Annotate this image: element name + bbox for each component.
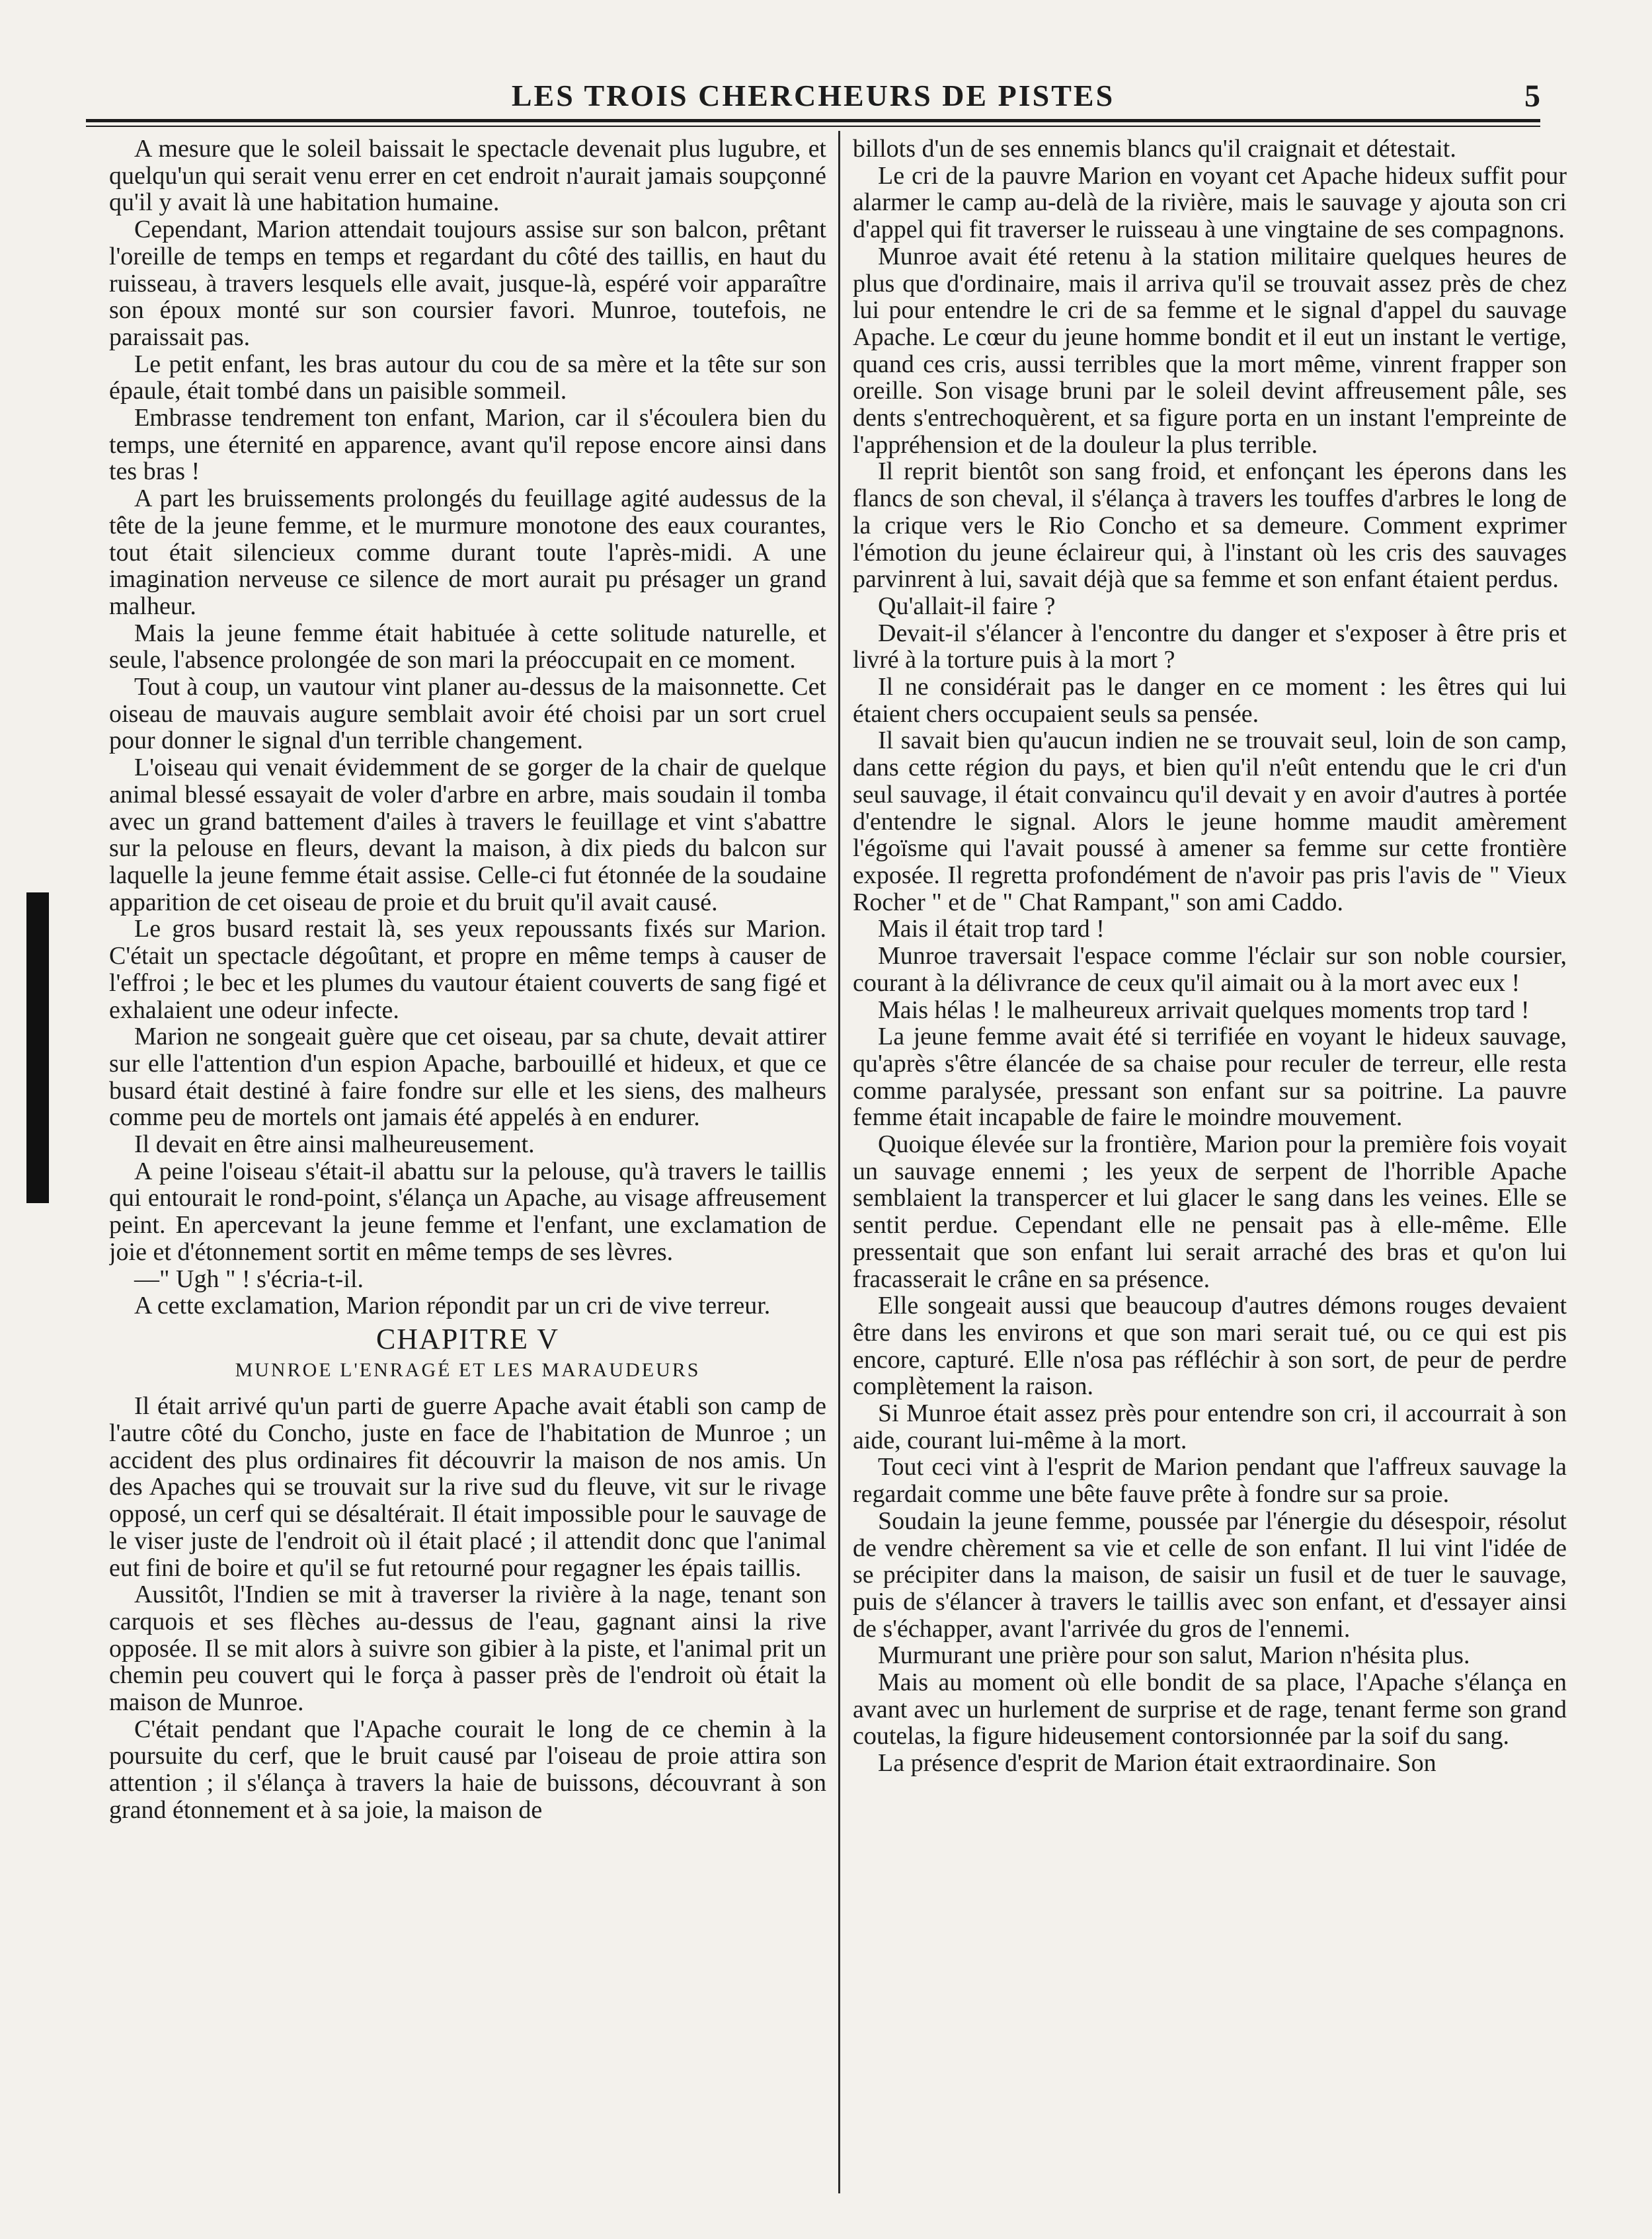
column-divider: [838, 131, 840, 2193]
paragraph: A peine l'oiseau s'était-il abattu sur la pelouse, qu'à travers le taillis qui entourait le rond-point, s'élança un Apache, au visage affreusement peint. En apercevant la jeune femme et l'enfant, une exclamation de joie et d'étonnement sortit en même temps de ses lèvres.: [109, 1157, 826, 1266]
paragraph: A mesure que le soleil baissait le spectacle devenait plus lugubre, et quelqu'un qui serait venu errer en cet endroit n'aurait jamais soupçonné qu'il y avait là une habitation humaine.: [109, 136, 826, 217]
paragraph: Mais la jeune femme était habituée à cette solitude naturelle, et seule, l'absence prolongée de son mari la préoccupait en ce moment.: [109, 619, 826, 674]
page-number: 5: [1524, 79, 1540, 114]
page-header: [86, 78, 1540, 124]
paragraph: Qu'allait-il faire ?: [878, 592, 1056, 620]
paragraph: A cette exclamation, Marion répondit par un cri de vive terreur.: [134, 1292, 771, 1320]
paragraph: La présence d'esprit de Marion était extraordinaire. Son: [878, 1749, 1436, 1778]
paragraph: Il devait en être ainsi malheureusement.: [134, 1130, 535, 1159]
chapter-title: CHAPITRE V: [375, 1322, 560, 1355]
paragraph: Murmurant une prière pour son salut, Marion n'hésita plus.: [878, 1641, 1470, 1670]
running-title: LES TROIS CHERCHEURS DE PISTES: [511, 79, 1115, 112]
paragraph: Le petit enfant, les bras autour du cou de sa mère et la tête sur son épaule, était tombé dans un paisible sommeil.: [109, 350, 826, 405]
paragraph: Aussitôt, l'Indien se mit à traverser la rivière à la nage, tenant son carquois et ses flèches au-dessus de l'eau, gagnant ainsi la rive opposée. Il se mit alors à suivre son gibier à la piste, et l'animal prit un chemin peu couvert qui le força à passer près de l'endroit où était la maison de Munroe.: [109, 1581, 826, 1717]
paragraph: Munroe avait été retenu à la station militaire quelques heures de plus que d'ordinaire, mais il arriva qu'il se trouvait assez près de chez lui pour entendre le cri de sa femme et le signal d'appel du sauvage Apache. Le cœur du jeune homme bondit et il eut un instant le vertige, quand ces cris, aussi terribles que la mort même, vinrent frapper son oreille. Son visage bruni par le soleil devint affreusement pâle, ses dents s'entrechoquèrent, et sa figure porta en un instant l'empreinte de l'appréhension et de la douleur la plus terrible.: [853, 242, 1567, 459]
paragraph: —" Ugh " ! s'écria-t-il.: [134, 1265, 364, 1293]
chapter-subtitle: MUNROE L'ENRAGÉ ET LES MARAUDEURS: [235, 1358, 701, 1381]
paragraph: Si Munroe était assez près pour entendre son cri, il accourrait à son aide, courant lui-même à la mort.: [853, 1399, 1567, 1454]
paragraph: Le cri de la pauvre Marion en voyant cet Apache hideux suffit pour alarmer le camp au-delà de la rivière, mais le sauvage y ajouta son cri d'appel qui fit traverser le ruisseau à une vingtaine de ses compagnons.: [853, 161, 1567, 244]
paragraph: L'oiseau qui venait évidemment de se gorger de la chair de quelque animal blessé essayait de voler d'arbre en arbre, mais soudain il tomba avec un grand battement d'ailes à travers le feuillage et vint s'abattre sur la pelouse en fleurs, devant la maison, à dix pieds du balcon sur laquelle la jeune femme était assise. Celle-ci fut étonnée de la soudaine apparition de cet oiseau de proie et du bruit qu'il avait causé.: [109, 754, 826, 916]
paragraph: La jeune femme avait été si terrifiée en voyant le hideux sauvage, qu'après s'être élancée de sa chaise pour reculer de terreur, elle resta comme paralysée, pressant son enfant sur sa poitrine. La pauvre femme était incapable de faire le moindre mouvement.: [853, 1023, 1567, 1132]
paragraph: Mais il était trop tard !: [878, 915, 1105, 943]
paragraph: billots d'un de ses ennemis blancs qu'il craignait et détestait.: [853, 136, 1456, 163]
paragraph: Mais au moment où elle bondit de sa place, l'Apache s'élança en avant avec un hurlement de surprise et de rage, tenant ferme son grand coutelas, la figure hideusement contorsionnée par la soif du sang.: [853, 1669, 1567, 1750]
right-column: [853, 136, 1567, 2191]
paragraph: Quoique élevée sur la frontière, Marion pour la première fois voyait un sauvage ennemi ; les yeux de serpent de l'horrible Apache semblaient la transpercer et lui glacer le sang dans les veines. Elle se sentit perdue. Cependant elle ne pensait pas à elle-même. Elle pressentait que son enfant lui serait arraché des bras et qu'on lui fracasserait le crâne en sa présence.: [853, 1130, 1567, 1293]
paragraph: Marion ne songeait guère que cet oiseau, par sa chute, devait attirer sur elle l'attention d'un espion Apache, barbouillé et hideux, et que ce busard était destiné à faire fondre sur elle et les siens, des malheurs comme peu de mortels ont jamais été appelés à en endurer.: [109, 1023, 826, 1132]
paragraph: Il reprit bientôt son sang froid, et enfonçant les éperons dans les flancs de son cheval, il s'élança à travers les touffes d'arbres le long de la crique vers le Rio Concho et sa demeure. Comment exprimer l'émotion du jeune éclaireur qui, à l'instant où les cris des sauvages parvinrent à lui, savait déjà que sa femme et son enfant étaient perdus.: [853, 457, 1567, 594]
left-column: [109, 136, 826, 2191]
paragraph: Il ne considérait pas le danger en ce moment : les êtres qui lui étaient chers occupaient seuls sa pensée.: [853, 673, 1567, 728]
paragraph: Tout ceci vint à l'esprit de Marion pendant que l'affreux sauvage la regardait comme une bête fauve prête à fondre sur sa proie.: [853, 1453, 1567, 1509]
paragraph: Il savait bien qu'aucun indien ne se trouvait seul, loin de son camp, dans cette région du pays, et bien qu'il n'eût entendu que le cri d'un seul sauvage, il était convaincu qu'il devait y en avoir d'autres à portée d'entendre le signal. Alors le jeune homme maudit amèrement l'égoïsme qui l'avait poussé à amener sa femme sur cette frontière exposée. Il regretta profondément de n'avoir pas pris l'avis de " Vieux Rocher " et de " Chat Rampant," son ami Caddo.: [853, 727, 1567, 916]
paragraph: Munroe traversait l'espace comme l'éclair sur son noble coursier, courant à la délivrance de ceux qu'il aimait ou à la mort avec eux !: [853, 942, 1567, 997]
header-rule: [86, 119, 1540, 122]
binding-mark: [26, 892, 49, 1203]
paragraph: Tout à coup, un vautour vint planer au-dessus de la maisonnette. Cet oiseau de mauvais augure semblait avoir été choisi par un sort cruel pour donner le signal d'un terrible changement.: [109, 673, 826, 755]
paragraph: Il était arrivé qu'un parti de guerre Apache avait établi son camp de l'autre côté du Concho, juste en face de l'habitation de Munroe ; un accident des plus ordinaires fit découvrir la maison de nos amis. Un des Apaches qui se trouvait sur la rive sud du fleuve, vit sur le rivage opposé, un cerf qui se désaltérait. Il était impossible pour le sauvage de le viser juste de l'endroit où il était placé ; il attendit donc que l'animal eut fini de boire et qu'il se fut retourné pour regagner les épais taillis.: [109, 1392, 826, 1582]
paragraph: Soudain la jeune femme, poussée par l'énergie du désespoir, résolut de vendre chèrement sa vie et celle de son enfant. Il lui vint l'idée de se précipiter dans la maison, de saisir un fusil et de tuer le sauvage, puis de s'élancer à travers le taillis avec son enfant, et d'essayer ainsi de s'échapper, avant l'arrivée du gros de l'ennemi.: [853, 1507, 1567, 1643]
paragraph: Cependant, Marion attendait toujours assise sur son balcon, prêtant l'oreille de temps en temps et regardant du côté des taillis, en haut du ruisseau, à travers lesquels elle avait, jusque-là, espéré voir apparaître son époux monté sur son coursier favori. Munroe, toutefois, ne paraissait pas.: [109, 216, 826, 351]
paragraph: A part les bruissements prolongés du feuillage agité audessus de la tête de la jeune femme, et le murmure monotone des eaux courantes, tout était silencieux comme durant toute l'après-midi. A une imagination nerveuse ce silence de mort aurait pu présager un grand malheur.: [109, 485, 826, 620]
paragraph: Elle songeait aussi que beaucoup d'autres démons rouges devaient être dans les environs et que son mari serait tué, ou ce qui est pis encore, capturé. Elle n'osa pas réfléchir à son sort, de peur de perdre complètement la raison.: [853, 1292, 1567, 1401]
paragraph: Mais hélas ! le malheureux arrivait quelques moments trop tard !: [878, 996, 1530, 1024]
paragraph: C'était pendant que l'Apache courait le long de ce chemin à la poursuite du cerf, que le bruit causé par l'oiseau de proie attira son attention ; il s'élança à travers la haie de buissons, découvrant à son grand étonnement et à sa joie, la maison de: [109, 1715, 826, 1824]
paragraph: Embrasse tendrement ton enfant, Marion, car il s'écoulera bien du temps, une éternité en apparence, avant qu'il repose encore ainsi dans tes bras !: [109, 404, 826, 486]
header-rule-thin: [86, 126, 1540, 127]
paragraph: Devait-il s'élancer à l'encontre du danger et s'exposer à être pris et livré à la torture puis à la mort ?: [853, 619, 1567, 674]
paragraph: Le gros busard restait là, ses yeux repoussants fixés sur Marion. C'était un spectacle dégoûtant, et propre en même temps à causer de l'effroi ; le bec et les plumes du vautour étaient couverts de sang figé et exhalaient une odeur infecte.: [109, 915, 826, 1024]
